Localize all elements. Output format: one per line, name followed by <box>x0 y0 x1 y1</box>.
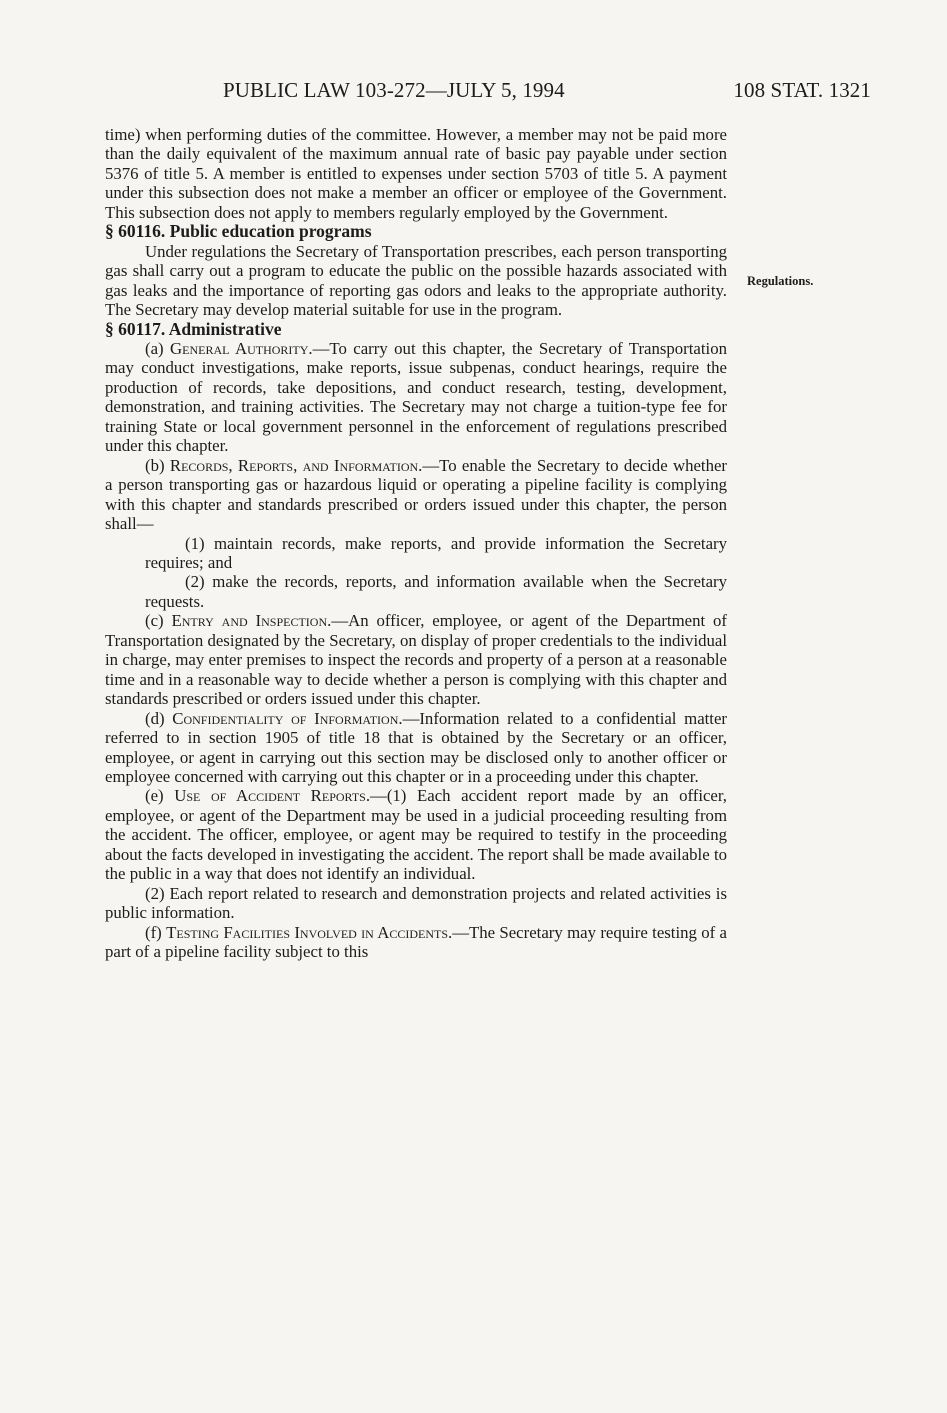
paragraph-b1: (1) maintain records, make reports, and provide information the Secretary requires; and <box>145 533 727 572</box>
subsection-b-label: (b) <box>145 455 170 475</box>
subsection-a-label: (a) <box>145 338 171 358</box>
body-text <box>105 125 727 961</box>
stat-page-number: 108 STAT. 1321 <box>733 78 871 102</box>
subsection-d-label: (d) <box>145 708 173 728</box>
subsection-b-caption: Records, Reports, and Information. <box>169 455 423 475</box>
subsection-a <box>105 339 727 456</box>
section-60117-heading: § 60117. Administrative <box>105 318 282 339</box>
continuation-paragraph: time) when performing duties of the committee. However, a member may not be paid more than the daily equivalent of the maximum annual rate of basic pay payable under section 5376 of title 5. A member is entitled to expenses under section 5703 of title 5. A payment under this subsection does not make a member an officer or employee of the Government. This subsection does not apply to members regularly employed by the Government. <box>105 125 727 222</box>
subsection-f-text: —The Secretary may require testing of a part of a pipeline facility subject to this <box>105 922 728 962</box>
paragraph-b2: (2) make the records, reports, and information available when the Secretary requests. <box>145 572 727 611</box>
section-60116-text: Under regulations the Secretary of Transportation prescribes, each person transporting gas shall carry out a program to educate the public on the possible hazards associated with gas leaks and the importance of reporting gas odors and leaks to the appropriate authority. The Secretary may develop material suitable for use in the program. <box>105 241 727 320</box>
margin-note-regulations: Regulations. <box>747 274 814 288</box>
subsection-c-caption: Entry and Inspection. <box>171 611 332 631</box>
subsection-c-label: (c) <box>145 611 172 631</box>
subsection-e-caption: Use of Accident Reports. <box>174 786 371 806</box>
subsection-e-text: —(1) Each accident report made by an officer, employee, or agent of the Department may be used in a judicial proceeding resulting from the accident. The officer, employee, or agent may be required to testify in the proceeding about the facts developed in investigating the accident. The report shall be made available to the public in a way that does not identify an individual. <box>105 786 727 884</box>
subsection-b-text: —To enable the Secretary to decide whether a person transporting gas or hazardous liquid or operating a pipeline facility is complying with this chapter and standards prescribed or orders issued under this chapter, the person shall— <box>105 455 728 534</box>
paragraph-e2: (2) Each report related to research and demonstration projects and related activities is public information. <box>105 883 727 923</box>
subsection-d-caption: Confidentiality of Information. <box>172 708 403 728</box>
subsection-f <box>105 923 727 962</box>
subsection-f-label: (f) <box>145 922 167 942</box>
section-60116-heading: § 60116. Public education programs <box>105 221 372 242</box>
subsection-f-caption: Testing Facilities Involved in Accidents. <box>166 922 453 942</box>
subsection-a-text: —To carry out this chapter, the Secretary of Transportation may conduct investigations, make reports, issue subpenas, conduct hearings, require the production of records, take depositions, and conduct research, testing, development, demonstration, and training activities. The Secretary may not charge a tuition-type fee for training State or local government personnel in the enforcement of regulations prescribed under this chapter. <box>105 338 727 456</box>
law-title: PUBLIC LAW 103-272—JULY 5, 1994 <box>223 78 565 102</box>
subsection-c-text: —An officer, employee, or agent of the Department of Transportation designated by the Secretary, on display of proper credentials to the individual in charge, may enter premises to inspect the records and property of a person at a reasonable time and in a reasonable way to decide whether a person is complying with this chapter and standards prescribed or orders issued under this chapter. <box>105 611 727 709</box>
subsection-b <box>105 456 727 534</box>
subsection-d <box>105 709 727 787</box>
subsection-a-caption: General Authority. <box>170 338 313 358</box>
running-head <box>105 78 871 108</box>
subsection-e <box>105 786 727 883</box>
subsection-c <box>105 611 727 708</box>
subsection-e-label: (e) <box>145 786 175 806</box>
subsection-d-text: —Information related to a confidential matter referred to in section 1905 of title 18 that is obtained by the Secretary or an officer, employee, or agent in carrying out this section may be disclosed only to another officer or employee concerned with carrying out this chapter or in a proceeding under this chapter. <box>105 708 728 786</box>
